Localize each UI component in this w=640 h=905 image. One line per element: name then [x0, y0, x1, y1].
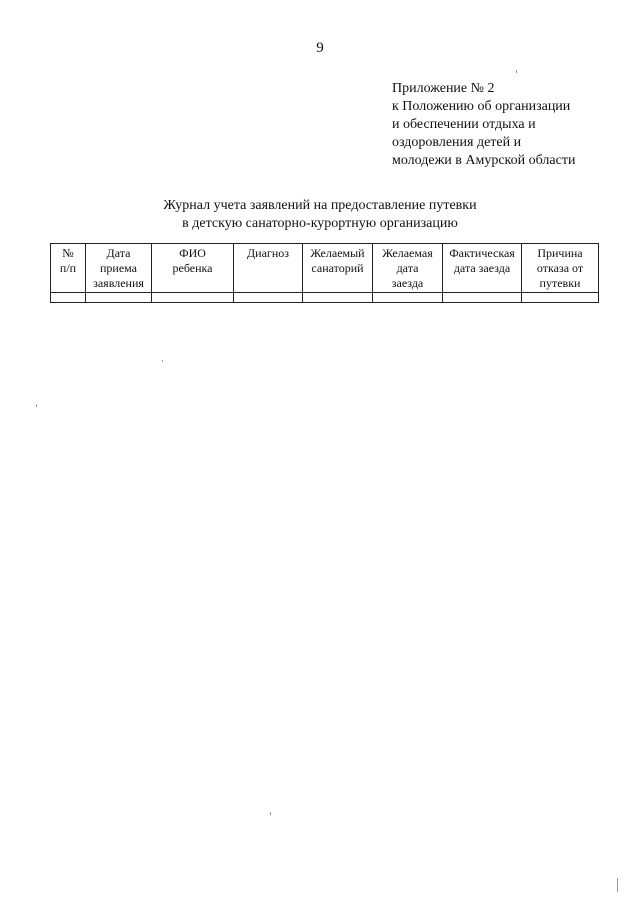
appendix-block — [392, 80, 575, 170]
journal-table — [50, 243, 599, 303]
column-header-application-date: Дата приема заявления — [86, 244, 152, 293]
table-header-row — [51, 244, 599, 293]
scan-speck — [516, 70, 517, 73]
appendix-line: оздоровления детей и — [392, 135, 522, 150]
column-header-actual-date: Фактическая дата заезда — [443, 244, 522, 293]
appendix-line: молодежи в Амурской области — [392, 153, 576, 168]
table-cell — [522, 293, 599, 303]
scan-speck — [36, 404, 37, 407]
table-row — [51, 293, 599, 303]
table-cell — [303, 293, 373, 303]
document-title — [0, 197, 640, 233]
appendix-line: к Положению об организации — [392, 99, 571, 114]
table-cell — [51, 293, 86, 303]
scan-speck — [162, 360, 163, 362]
appendix-line: и обеспечении отдыха и — [392, 117, 536, 132]
table-cell — [373, 293, 443, 303]
page-number: 9 — [316, 40, 324, 56]
scan-speck — [270, 812, 271, 815]
column-header-child-name: ФИО ребенка — [152, 244, 234, 293]
column-header-desired-sanatorium: Желаемый санаторий — [303, 244, 373, 293]
column-header-number: № п/п — [51, 244, 86, 293]
column-header-desired-date: Желаемая дата заезда — [373, 244, 443, 293]
title-line: Журнал учета заявлений на предоставление путевки — [163, 198, 477, 213]
column-header-diagnosis: Диагноз — [234, 244, 303, 293]
appendix-line: Приложение № 2 — [392, 81, 495, 96]
title-line: в детскую санаторно-курортную организацию — [182, 216, 458, 231]
table-cell — [234, 293, 303, 303]
scan-speck — [617, 878, 618, 892]
column-header-refusal-reason: Причина отказа от путевки — [522, 244, 599, 293]
table-cell — [152, 293, 234, 303]
table-cell — [443, 293, 522, 303]
table-cell — [86, 293, 152, 303]
